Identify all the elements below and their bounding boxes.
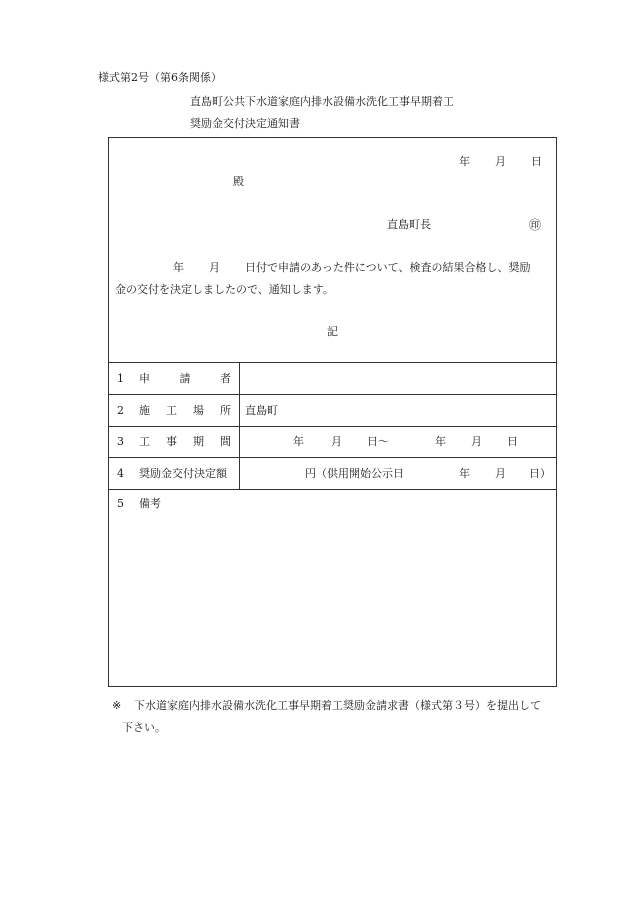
month-label: 月 (495, 155, 506, 168)
body-month-label: 月 (209, 261, 220, 274)
label-char: 工 (139, 435, 150, 448)
period-end-year: 年 (435, 435, 446, 448)
addressee-suffix: 殿 (233, 175, 244, 188)
remarks-number: 5 (117, 497, 124, 510)
public-notice-day: 日） (529, 467, 551, 480)
row-label-subsidy-amount: 奨励金交付決定額 (139, 467, 227, 480)
period-end-day: 日 (507, 435, 518, 448)
construction-site-value: 直島町 (245, 404, 278, 417)
notice-body-line-2: 金の交付を決定しましたので、通知します。 (115, 283, 334, 296)
row-construction-site (109, 394, 556, 426)
divider (109, 489, 556, 490)
row-subsidy-amount (109, 457, 556, 489)
label-char: 申 (139, 372, 150, 385)
notice-body-line-1 (115, 262, 555, 284)
label-char: 工 (166, 404, 177, 417)
form-number: 様式第2号（第6条関係） (98, 71, 222, 84)
remarks-label: 備考 (139, 497, 161, 510)
body-text-1: 日付で申請のあった件について、検査の結果合格し、奨励 (245, 261, 531, 274)
row-label-construction-period (139, 436, 231, 447)
label-char: 施 (139, 404, 150, 417)
footnote-mark: ※ (112, 699, 122, 712)
footnote-line-1: 下水道家庭内排水設備水洗化工事早期着工奨励金請求書（様式第３号）を提出して (134, 699, 541, 712)
body-year-label: 年 (173, 261, 184, 274)
period-start-day: 日～ (367, 435, 389, 448)
public-notice-year: 年 (459, 467, 470, 480)
form-box (108, 137, 557, 687)
year-label: 年 (459, 155, 470, 168)
label-char: 場 (193, 404, 204, 417)
seal-mark: ㊞ (529, 218, 542, 232)
label-char: 間 (220, 435, 231, 448)
public-notice-month: 月 (495, 467, 506, 480)
subsidy-amount-unit: 円（供用開始公示日 (305, 467, 404, 480)
label-char: 所 (220, 404, 231, 417)
row-number: 2 (117, 404, 124, 417)
period-start-month: 月 (331, 435, 342, 448)
document-title-line-2: 奨励金交付決定通知書 (190, 117, 300, 130)
footnote-line-2: 下さい。 (122, 721, 166, 734)
label-char: 請 (179, 372, 191, 385)
period-start-year: 年 (293, 435, 304, 448)
row-number: 3 (117, 435, 124, 448)
period-end-month: 月 (471, 435, 482, 448)
row-label-construction-site (139, 405, 231, 416)
row-applicant (109, 362, 556, 394)
label-char: 者 (220, 372, 231, 385)
label-char: 事 (166, 435, 177, 448)
label-char: 期 (193, 435, 204, 448)
row-number: 4 (117, 467, 124, 480)
document-title-line-1: 直島町公共下水道家庭内排水設備水洗化工事早期着工 (190, 95, 454, 108)
issuer-name: 直島町長 (387, 218, 431, 231)
ki-heading: 記 (327, 325, 338, 338)
row-label-applicant (139, 373, 231, 384)
row-construction-period (109, 426, 556, 457)
row-number: 1 (117, 372, 124, 385)
day-label: 日 (531, 155, 542, 168)
